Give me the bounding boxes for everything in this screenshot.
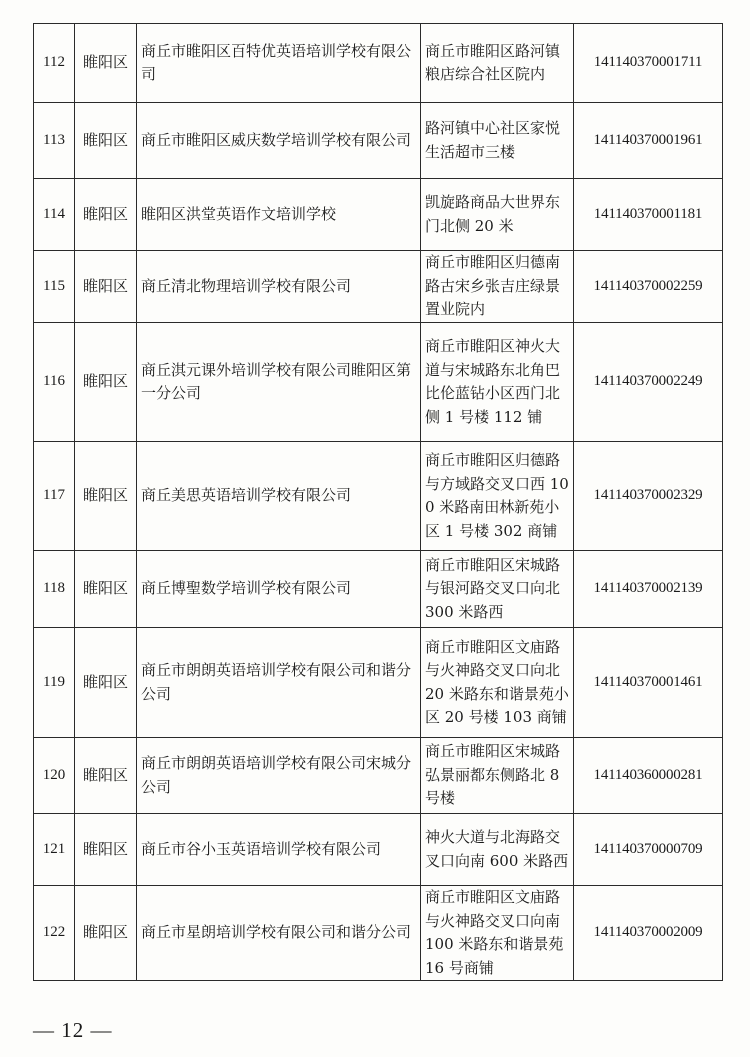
license-code-cell: 141140370002009 — [574, 886, 723, 981]
license-code-cell: 141140370002249 — [574, 323, 723, 442]
address-cell: 商丘市睢阳区宋城路与银河路交叉口向北 300 米路西 — [421, 551, 574, 628]
school-name-cell: 睢阳区洪堂英语作文培训学校 — [137, 179, 421, 251]
license-code-cell: 141140370000709 — [574, 814, 723, 886]
district-cell: 睢阳区 — [75, 251, 137, 323]
address-cell: 商丘市睢阳区归德路与方域路交叉口西 100 米路南田林新苑小区 1 号楼 302 商铺 — [421, 442, 574, 551]
address-cell: 商丘市睢阳区路河镇粮店综合社区院内 — [421, 24, 574, 103]
school-name-cell: 商丘市睢阳区百特优英语培训学校有限公司 — [137, 24, 421, 103]
school-name-cell: 商丘淇元课外培训学校有限公司睢阳区第一分公司 — [137, 323, 421, 442]
table-row — [34, 442, 723, 551]
school-name-cell: 商丘市谷小玉英语培训学校有限公司 — [137, 814, 421, 886]
address-cell: 凯旋路商品大世界东门北侧 20 米 — [421, 179, 574, 251]
license-code-cell: 141140360000281 — [574, 738, 723, 814]
table-row — [34, 814, 723, 886]
table-row — [34, 24, 723, 103]
district-cell: 睢阳区 — [75, 103, 137, 179]
district-cell: 睢阳区 — [75, 24, 137, 103]
address-cell: 商丘市睢阳区文庙路与火神路交叉口向北 20 米路东和谐景苑小区 20 号楼 103 商铺 — [421, 628, 574, 738]
license-code-cell: 141140370001961 — [574, 103, 723, 179]
district-cell: 睢阳区 — [75, 323, 137, 442]
table-row — [34, 251, 723, 323]
license-code-cell: 141140370001181 — [574, 179, 723, 251]
row-number: 118 — [34, 551, 75, 628]
row-number: 112 — [34, 24, 75, 103]
row-number: 119 — [34, 628, 75, 738]
school-name-cell: 商丘博聖数学培训学校有限公司 — [137, 551, 421, 628]
license-code-cell: 141140370001711 — [574, 24, 723, 103]
district-cell: 睢阳区 — [75, 814, 137, 886]
table-row — [34, 323, 723, 442]
table-row — [34, 179, 723, 251]
table-row — [34, 886, 723, 981]
table-row — [34, 103, 723, 179]
address-cell: 路河镇中心社区家悦生活超市三楼 — [421, 103, 574, 179]
school-name-cell: 商丘美思英语培训学校有限公司 — [137, 442, 421, 551]
row-number: 121 — [34, 814, 75, 886]
district-cell: 睢阳区 — [75, 442, 137, 551]
district-cell: 睢阳区 — [75, 628, 137, 738]
school-registry-table — [33, 23, 723, 981]
school-name-cell: 商丘市星朗培训学校有限公司和谐分公司 — [137, 886, 421, 981]
table-row — [34, 551, 723, 628]
row-number: 116 — [34, 323, 75, 442]
table-row — [34, 738, 723, 814]
school-name-cell: 商丘市朗朗英语培训学校有限公司和谐分公司 — [137, 628, 421, 738]
address-cell: 商丘市睢阳区文庙路与火神路交叉口向南 100 米路东和谐景苑 16 号商铺 — [421, 886, 574, 981]
table-row — [34, 628, 723, 738]
school-name-cell: 商丘清北物理培训学校有限公司 — [137, 251, 421, 323]
school-name-cell: 商丘市睢阳区威庆数学培训学校有限公司 — [137, 103, 421, 179]
address-cell: 神火大道与北海路交叉口向南 600 米路西 — [421, 814, 574, 886]
license-code-cell: 141140370002259 — [574, 251, 723, 323]
district-cell: 睢阳区 — [75, 886, 137, 981]
district-cell: 睢阳区 — [75, 738, 137, 814]
row-number: 113 — [34, 103, 75, 179]
school-name-cell: 商丘市朗朗英语培训学校有限公司宋城分公司 — [137, 738, 421, 814]
address-cell: 商丘市睢阳区宋城路弘景丽都东侧路北 8 号楼 — [421, 738, 574, 814]
row-number: 115 — [34, 251, 75, 323]
address-cell: 商丘市睢阳区归德南路古宋乡张吉庄绿景置业院内 — [421, 251, 574, 323]
row-number: 117 — [34, 442, 75, 551]
license-code-cell: 141140370002139 — [574, 551, 723, 628]
page-number: — 12 — — [33, 1018, 113, 1042]
row-number: 114 — [34, 179, 75, 251]
row-number: 120 — [34, 738, 75, 814]
district-cell: 睢阳区 — [75, 551, 137, 628]
district-cell: 睢阳区 — [75, 179, 137, 251]
row-number: 122 — [34, 886, 75, 981]
address-cell: 商丘市睢阳区神火大道与宋城路东北角巴比伦蓝钻小区西门北侧 1 号楼 112 铺 — [421, 323, 574, 442]
license-code-cell: 141140370002329 — [574, 442, 723, 551]
license-code-cell: 141140370001461 — [574, 628, 723, 738]
